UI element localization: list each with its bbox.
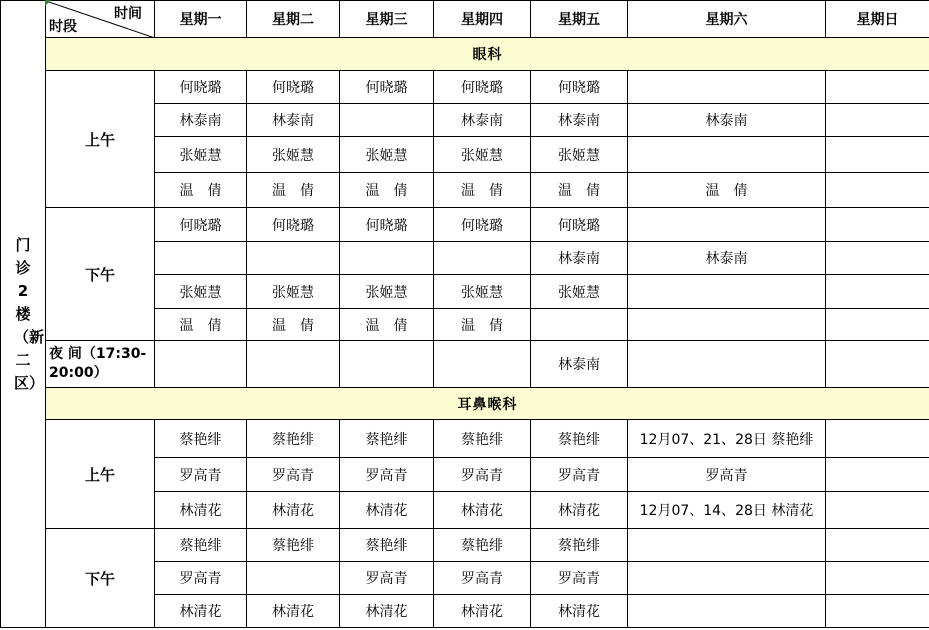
doctor-cell: 蔡艳绯 xyxy=(155,529,247,562)
doctor-cell xyxy=(155,341,247,388)
doctor-cell xyxy=(826,208,929,242)
doctor-cell xyxy=(340,242,434,275)
table-row xyxy=(1,341,929,388)
doctor-cell xyxy=(247,562,340,595)
doctor-cell: 温 倩 xyxy=(340,173,434,208)
cell-corner-marker xyxy=(45,0,51,6)
doctor-cell: 林泰南 xyxy=(155,104,247,137)
doctor-cell: 林清花 xyxy=(155,595,247,628)
doctor-cell: 蔡艳绯 xyxy=(247,420,340,458)
doctor-cell xyxy=(628,275,826,309)
doctor-cell: 罗高青 xyxy=(531,458,628,492)
doctor-cell xyxy=(531,309,628,341)
day-header-sun: 星期日 xyxy=(826,1,929,38)
doctor-cell: 罗高青 xyxy=(247,458,340,492)
doctor-cell: 林清花 xyxy=(531,492,628,529)
doctor-cell: 林清花 xyxy=(434,595,531,628)
doctor-cell: 何晓璐 xyxy=(340,71,434,104)
doctor-cell xyxy=(826,275,929,309)
doctor-cell xyxy=(826,562,929,595)
doctor-cell: 林泰南 xyxy=(531,104,628,137)
day-header-wed: 星期三 xyxy=(340,1,434,38)
doctor-cell: 蔡艳绯 xyxy=(434,529,531,562)
doctor-cell: 林清花 xyxy=(531,595,628,628)
doctor-cell: 罗高青 xyxy=(628,458,826,492)
doctor-cell: 林清花 xyxy=(247,492,340,529)
corner-header xyxy=(46,1,155,38)
doctor-cell xyxy=(826,492,929,529)
doctor-cell: 何晓璐 xyxy=(155,208,247,242)
table-row xyxy=(1,529,929,562)
doctor-cell: 何晓璐 xyxy=(340,208,434,242)
doctor-cell xyxy=(826,529,929,562)
doctor-cell: 蔡艳绯 xyxy=(531,420,628,458)
day-header-tue: 星期二 xyxy=(247,1,340,38)
day-header-fri: 星期五 xyxy=(531,1,628,38)
period-label: 下午 xyxy=(46,208,155,341)
doctor-cell: 张姬慧 xyxy=(531,275,628,309)
doctor-cell: 温 倩 xyxy=(434,173,531,208)
doctor-cell xyxy=(826,104,929,137)
time-header-label: 时间 xyxy=(114,6,142,22)
doctor-cell xyxy=(340,104,434,137)
doctor-cell xyxy=(826,420,929,458)
doctor-cell: 张姬慧 xyxy=(155,137,247,173)
doctor-cell: 温 倩 xyxy=(247,309,340,341)
doctor-cell xyxy=(628,309,826,341)
doctor-cell: 林清花 xyxy=(340,492,434,529)
doctor-cell xyxy=(247,242,340,275)
doctor-cell: 林泰南 xyxy=(531,242,628,275)
day-header-thu: 星期四 xyxy=(434,1,531,38)
doctor-cell xyxy=(628,137,826,173)
doctor-cell xyxy=(826,173,929,208)
doctor-cell: 张姬慧 xyxy=(340,275,434,309)
doctor-cell: 林清花 xyxy=(247,595,340,628)
doctor-cell xyxy=(340,341,434,388)
clinic-location: 门诊2楼（新二区） xyxy=(14,235,45,392)
doctor-cell: 林泰南 xyxy=(247,104,340,137)
doctor-cell xyxy=(826,309,929,341)
period-label: 上午 xyxy=(46,420,155,529)
day-header-sat: 星期六 xyxy=(628,1,826,38)
doctor-cell: 何晓璐 xyxy=(434,208,531,242)
doctor-cell xyxy=(628,341,826,388)
doctor-cell: 张姬慧 xyxy=(434,275,531,309)
table-row xyxy=(1,420,929,458)
doctor-cell: 温 倩 xyxy=(155,309,247,341)
doctor-cell: 林泰南 xyxy=(628,242,826,275)
doctor-cell xyxy=(434,341,531,388)
doctor-cell: 罗高青 xyxy=(340,458,434,492)
doctor-cell: 张姬慧 xyxy=(247,275,340,309)
period-label: 下午 xyxy=(46,529,155,628)
doctor-cell: 温 倩 xyxy=(247,173,340,208)
table-row xyxy=(1,208,929,242)
doctor-cell: 林清花 xyxy=(340,595,434,628)
doctor-cell xyxy=(155,242,247,275)
doctor-cell: 林清花 xyxy=(155,492,247,529)
doctor-cell xyxy=(826,341,929,388)
doctor-cell xyxy=(628,71,826,104)
doctor-cell: 林泰南 xyxy=(628,104,826,137)
doctor-cell: 罗高青 xyxy=(531,562,628,595)
doctor-cell: 罗高青 xyxy=(434,562,531,595)
doctor-cell: 12月07、21、28日 蔡艳绯 xyxy=(628,420,826,458)
doctor-cell: 蔡艳绯 xyxy=(340,529,434,562)
doctor-cell: 温 倩 xyxy=(434,309,531,341)
day-header-mon: 星期一 xyxy=(155,1,247,38)
doctor-cell: 林泰南 xyxy=(434,104,531,137)
doctor-cell: 蔡艳绯 xyxy=(531,529,628,562)
table-row xyxy=(1,71,929,104)
doctor-cell: 林泰南 xyxy=(531,341,628,388)
doctor-cell: 张姬慧 xyxy=(155,275,247,309)
doctor-cell xyxy=(826,458,929,492)
doctor-cell xyxy=(628,595,826,628)
night-period-label: 夜 间（17:30-20:00） xyxy=(46,341,155,388)
doctor-cell xyxy=(826,137,929,173)
slot-header-label: 时段 xyxy=(49,19,77,35)
doctor-cell: 何晓璐 xyxy=(247,208,340,242)
period-label: 上午 xyxy=(46,71,155,208)
doctor-cell: 温 倩 xyxy=(628,173,826,208)
doctor-cell xyxy=(826,71,929,104)
doctor-cell: 张姬慧 xyxy=(434,137,531,173)
doctor-cell: 张姬慧 xyxy=(531,137,628,173)
doctor-cell: 温 倩 xyxy=(155,173,247,208)
doctor-cell xyxy=(247,341,340,388)
clinic-location-cell xyxy=(1,1,46,628)
doctor-cell: 罗高青 xyxy=(155,562,247,595)
department-header: 耳鼻喉科 xyxy=(46,388,929,420)
doctor-cell: 罗高青 xyxy=(340,562,434,595)
doctor-cell xyxy=(628,562,826,595)
doctor-cell: 蔡艳绯 xyxy=(434,420,531,458)
doctor-cell xyxy=(434,242,531,275)
department-header: 眼科 xyxy=(46,38,929,71)
doctor-cell: 何晓璐 xyxy=(155,71,247,104)
doctor-cell: 温 倩 xyxy=(340,309,434,341)
doctor-cell: 罗高青 xyxy=(155,458,247,492)
doctor-cell: 蔡艳绯 xyxy=(155,420,247,458)
doctor-cell: 罗高青 xyxy=(434,458,531,492)
doctor-cell xyxy=(628,208,826,242)
doctor-cell: 张姬慧 xyxy=(247,137,340,173)
doctor-cell: 12月07、14、28日 林清花 xyxy=(628,492,826,529)
doctor-cell: 蔡艳绯 xyxy=(247,529,340,562)
doctor-cell: 林清花 xyxy=(434,492,531,529)
doctor-cell: 何晓璐 xyxy=(434,71,531,104)
doctor-cell xyxy=(826,595,929,628)
doctor-cell: 蔡艳绯 xyxy=(340,420,434,458)
doctor-cell xyxy=(826,242,929,275)
doctor-cell: 何晓璐 xyxy=(531,208,628,242)
doctor-cell: 张姬慧 xyxy=(340,137,434,173)
doctor-cell: 何晓璐 xyxy=(247,71,340,104)
doctor-cell xyxy=(628,529,826,562)
doctor-cell: 何晓璐 xyxy=(531,71,628,104)
doctor-cell: 温 倩 xyxy=(531,173,628,208)
